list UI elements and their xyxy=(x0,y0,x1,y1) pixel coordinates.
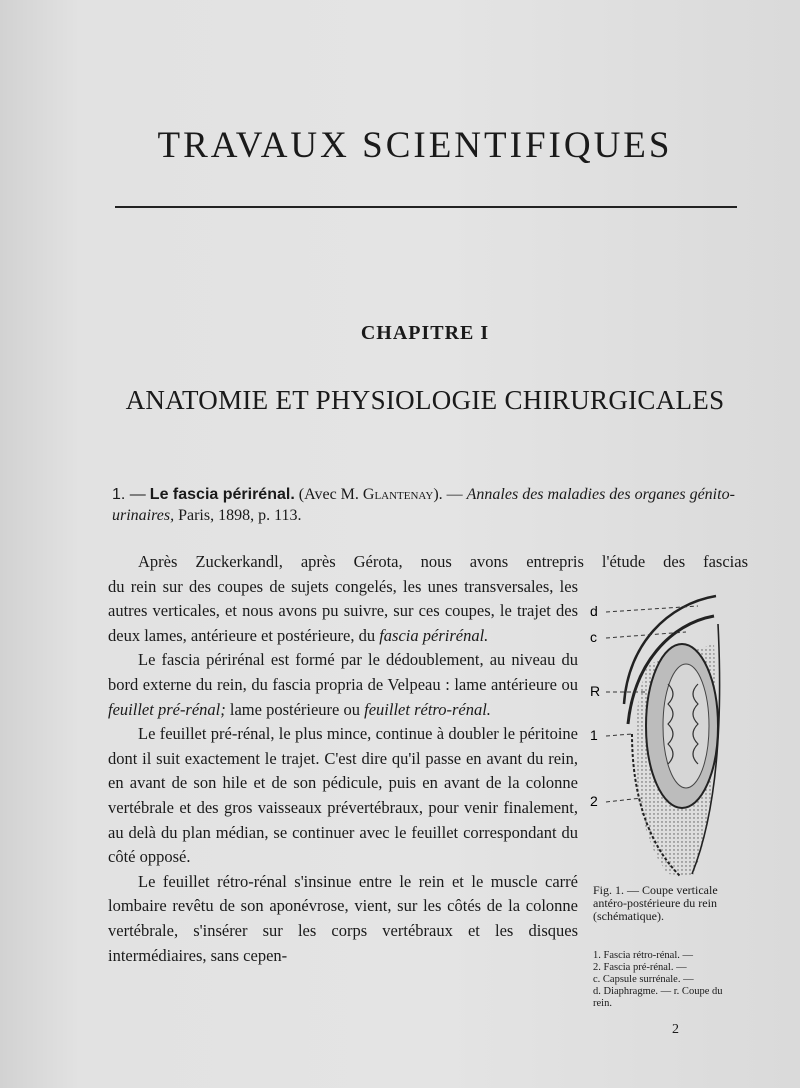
reference-journal: Annales des maladies des organes génito-urinaires, xyxy=(112,486,735,524)
paragraph-2-emphasis-1: feuillet pré-rénal; xyxy=(108,699,226,719)
header-rule xyxy=(115,206,737,208)
paragraph-1 xyxy=(108,575,578,649)
page-number: 2 xyxy=(672,1022,679,1037)
reference-coauthor-suffix: ). — xyxy=(433,486,463,503)
reference-coauthor: Glantenay xyxy=(362,486,434,503)
page-header-title: TRAVAUX SCIENTIFIQUES xyxy=(157,125,673,166)
figure-label-c: c xyxy=(590,629,597,645)
figure-label-2: 2 xyxy=(590,793,598,809)
reference-article-title: Le fascia périrénal. xyxy=(149,486,295,503)
chapter-label: CHAPITRE I xyxy=(360,322,490,344)
paragraph-1-first-line: Après Zuckerkandl, après Gérota, nous avons entrepris l'étude des fascias xyxy=(138,552,748,571)
paragraph-2 xyxy=(108,648,578,722)
figure-legend-item: c. Capsule surrénale. — xyxy=(593,974,694,985)
figure-legend-item: 2. Fascia pré-rénal. — xyxy=(593,962,687,973)
reference-coauthor-prefix: (Avec M. xyxy=(298,486,359,503)
kidney-section-figure xyxy=(588,584,723,884)
figure-label-d: d xyxy=(590,603,598,619)
leader-d xyxy=(606,606,698,612)
leader-1 xyxy=(606,734,632,736)
figure-caption-text: Fig. 1. — Coupe verticale antéro-postérieure du rein (schématique). xyxy=(593,883,718,923)
paragraph-2-text-b: lame postérieure ou xyxy=(229,699,361,719)
paragraph-4: Le feuillet rétro-rénal s'insinue entre le rein et le muscle carré lombaire revêtu de son aponévrose, vient, sur les côtés de la colonne vertébrale, s'insérer sur les corps vertébraux et les disques intermédiaires, sans cepen- xyxy=(108,871,578,965)
leader-2 xyxy=(606,798,642,802)
paragraph-2-emphasis-2: feuillet rétro-rénal. xyxy=(364,699,491,719)
figure-label-1: 1 xyxy=(590,727,598,743)
figure-legend-item: d. Diaphragme. — r. Coupe du rein. xyxy=(593,986,723,1009)
figure-legend xyxy=(593,950,743,1010)
paragraph-3: Le feuillet pré-rénal, le plus mince, continue à doubler le péritoine dont il suit exactement le trajet. C'est dire qu'il passe en avant du rein, en avant de son hile et de son pédicule, puis en avant de la colonne vertébrale et des gros vaisseaux prévertébraux, pour venir finalement, au delà du plan médian, se continuer avec le feuillet correspondant du côté opposé. xyxy=(108,724,578,867)
bibliographic-reference xyxy=(112,484,742,526)
reference-place-year-page: Paris, 1898, p. 113. xyxy=(178,507,302,524)
reference-number: 1. — xyxy=(112,486,146,503)
figure-caption xyxy=(593,884,743,923)
paragraph-1-emphasis: fascia périrénal. xyxy=(379,625,489,645)
figure-legend-item: 1. Fascia rétro-rénal. — xyxy=(593,950,694,961)
figure-label-r: R xyxy=(590,683,601,699)
paragraph-1-text: du rein sur des coupes de sujets congelés, les unes transversales, les autres verticales, et nous avons pu suivre, sur ces coupes, le trajet des deux lames, antérieure et postérieure, du xyxy=(108,576,578,645)
chapter-title: ANATOMIE ET PHYSIOLOGIE CHIRURGICALES xyxy=(125,385,725,415)
paragraph-2-text-a: Le fascia périrénal est formé par le dédoublement, au niveau du bord externe du rein, du fascia propria de Velpeau : lame antérieure ou xyxy=(108,650,578,694)
